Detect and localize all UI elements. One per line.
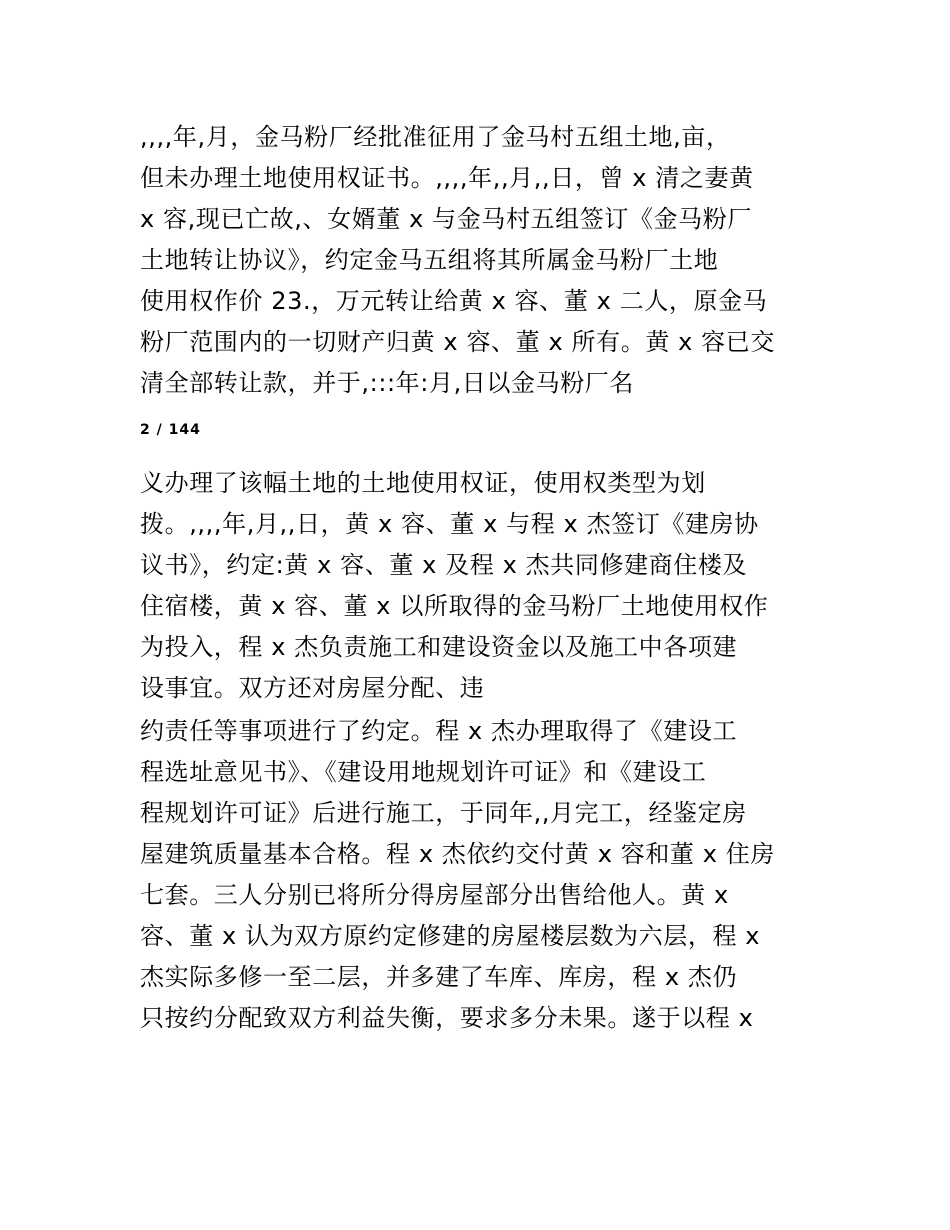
text-line: x 容,现已亡故,、女婿董 x 与金马村五组签订《金马粉厂 [140,205,752,233]
text-line: 设事宜。双方还对房屋分配、违 [140,674,485,702]
text-line: 程规划许可证》后进行施工，于同年,,月完工，经鉴定房 [140,799,747,827]
text-line: 为投入，程 x 杰负责施工和建设资金以及施工中各项建 [140,633,738,661]
text-line: 土地转让协议》，约定金马五组将其所属金马粉厂土地 [140,246,719,274]
text-line: 约责任等事项进行了约定。程 x 杰办理取得了《建设工 [140,717,738,745]
text-line: 只按约分配致双方利益失衡，要求多分未果。遂于以程 x [140,1004,754,1032]
page-number: 2 / 144 [140,422,201,438]
text-line: 住宿楼，黄 x 容、董 x 以所取得的金马粉厂土地使用权作 [140,592,769,620]
text-line: 粉厂范围内的一切财产归黄 x 容、董 x 所有。黄 x 容已交 [140,328,775,356]
text-line: 屋建筑质量基本合格。程 x 杰依约交付黄 x 容和董 x 住房 [140,840,775,868]
text-line: 容、董 x 认为双方原约定修建的房屋楼层数为六层，程 x [140,922,761,950]
text-line: 七套。三人分别已将所分得房屋部分出售给他人。黄 x [140,881,729,909]
text-line: 程选址意见书》、《建设用地规划许可证》和《建设工 [140,758,707,786]
text-line: 拨。,,,,年,月,,日，黄 x 容、董 x 与程 x 杰签订《建房协 [140,510,759,538]
paragraph-2 [140,463,820,709]
text-line: 义办理了该幅土地的土地使用权证，使用权类型为划 [140,469,706,497]
text-line: 议书》，约定:黄 x 容、董 x 及程 x 杰共同修建商住楼及 [140,551,748,579]
paragraph-1 [140,117,820,404]
text-line: 清全部转让款，并于,:::年:月,日以金马粉厂名 [140,369,634,397]
text-line: 杰实际多修一至二层，并多建了车库、库房，程 x 杰仍 [140,963,738,991]
paragraph-3 [140,711,820,1039]
text-line: ,,,,年,月，金马粉厂经批准征用了金马村五组土地,亩， [140,123,731,151]
text-line: 使用权作价 23.，万元转让给黄 x 容、董 x 二人，原金马 [140,287,768,315]
text-line: 但未办理土地使用权证书。,,,,年,,月,,日，曾 x 清之妻黄 [140,164,754,192]
